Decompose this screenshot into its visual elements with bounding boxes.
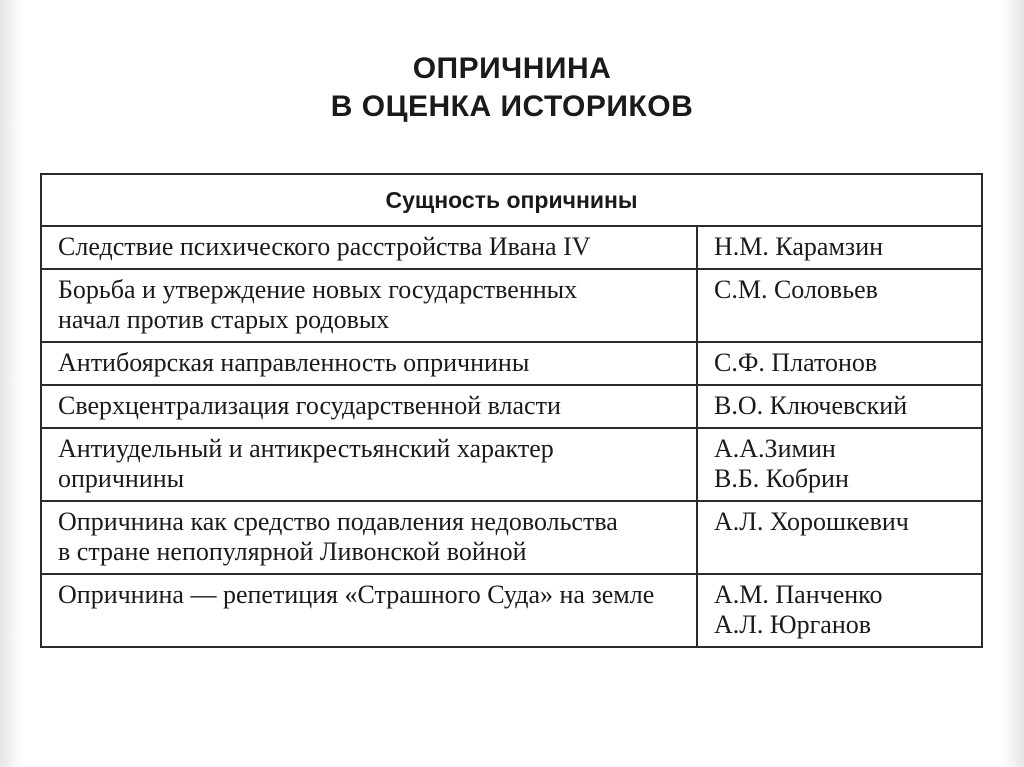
essence-text: Следствие психического расстройства Ивана IV [58, 232, 591, 261]
historian-cell [697, 226, 982, 269]
table-row [41, 501, 982, 574]
historian-name: С.М. Соловьев [714, 275, 878, 304]
historian-cell [697, 342, 982, 385]
essence-cell [41, 574, 697, 647]
essence-cell [41, 385, 697, 428]
historian-name: Н.М. Карамзин [714, 232, 884, 261]
essence-cell [41, 428, 697, 501]
historian-cell [697, 501, 982, 574]
historian-name: В.О. Ключевский [714, 391, 908, 420]
title-line-2: В ОЦЕНКА ИСТОРИКОВ [330, 90, 694, 123]
table-row [41, 226, 982, 269]
historians-table [40, 173, 983, 648]
essence-text: в стране непопулярной Ливонской войной [58, 537, 527, 566]
historian-name: А.Л. Юрганов [714, 610, 872, 639]
essence-text: Сверхцентрализация государственной власти [58, 391, 561, 420]
essence-text: начал против старых родовых [58, 305, 390, 334]
historian-name: А.М. Панченко [714, 580, 883, 609]
essence-text: Опричнина — репетиция «Страшного Суда» на земле [58, 580, 655, 609]
essence-text: опричнины [58, 464, 185, 493]
table-row [41, 385, 982, 428]
historian-name: А.Л. Хорошкевич [714, 507, 909, 536]
essence-text: Антибоярская направленность опричнины [58, 348, 530, 377]
table-header: Сущность опричнины [41, 174, 982, 226]
essence-cell [41, 226, 697, 269]
historian-cell [697, 269, 982, 342]
title-line-1: ОПРИЧНИНА [412, 52, 612, 85]
essence-cell [41, 269, 697, 342]
page-title [0, 50, 1024, 126]
table-row [41, 342, 982, 385]
historian-name: В.Б. Кобрин [714, 464, 849, 493]
essence-text: Опричнина как средство подавления недовольства [58, 507, 618, 536]
historian-name: А.А.Зимин [714, 434, 836, 463]
essence-cell [41, 501, 697, 574]
table-row [41, 428, 982, 501]
table-row [41, 574, 982, 647]
table-header-row [41, 174, 982, 226]
essence-cell [41, 342, 697, 385]
historian-name: С.Ф. Платонов [714, 348, 878, 377]
historian-cell [697, 428, 982, 501]
table-row [41, 269, 982, 342]
historian-cell [697, 574, 982, 647]
essence-text: Борьба и утверждение новых государственных [58, 275, 578, 304]
essence-text: Антиудельный и антикрестьянский характер [58, 434, 554, 463]
historian-cell [697, 385, 982, 428]
